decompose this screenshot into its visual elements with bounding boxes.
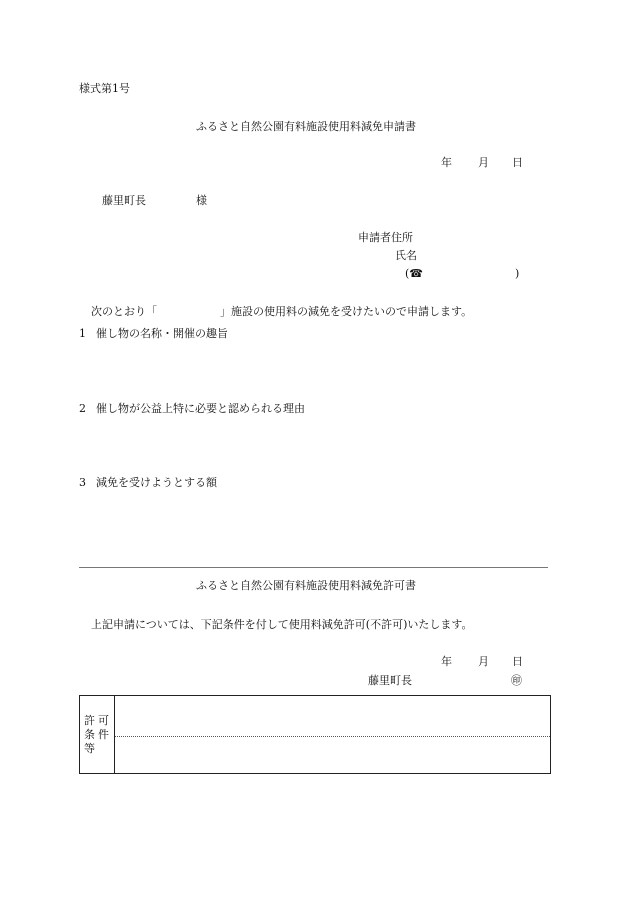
applicant-phone-close: ) xyxy=(515,267,520,280)
addressee-name: 藤里町長 xyxy=(102,194,146,207)
permit-date-month: 月 xyxy=(478,655,489,668)
form-number: 様式第1号 xyxy=(79,82,130,95)
intro-prefix: 次のとおり「 xyxy=(91,305,157,318)
permit-seal: ㊞ xyxy=(511,674,522,687)
item-2-number: 2 xyxy=(79,402,86,415)
permit-body: 上記申請については、下記条件を付して使用料減免許可(不許可)いたします。 xyxy=(91,618,473,631)
item-3-number: 3 xyxy=(79,476,86,489)
permit-issuer: 藤里町長 xyxy=(368,674,412,687)
permit-date-year: 年 xyxy=(441,655,452,668)
application-date-day: 日 xyxy=(512,156,523,169)
application-title: ふるさと自然公園有料施設使用料減免申請書 xyxy=(196,120,416,133)
applicant-name-label: 氏名 xyxy=(395,249,417,262)
applicant-phone-open: (☎ xyxy=(405,267,423,280)
item-1-number: 1 xyxy=(79,327,86,340)
permit-date-day: 日 xyxy=(512,655,523,668)
conditions-label: 許可条件等 xyxy=(84,714,112,755)
conditions-table xyxy=(79,695,551,774)
section-divider xyxy=(79,567,548,568)
conditions-label-cell xyxy=(80,696,115,773)
application-date-month: 月 xyxy=(478,156,489,169)
conditions-dotted-line xyxy=(115,736,550,737)
applicant-address-label: 申請者住所 xyxy=(358,231,413,244)
intro-suffix: 」施設の使用料の減免を受けたいので申請します。 xyxy=(220,305,473,318)
item-1-text: 催し物の名称・開催の趣旨 xyxy=(96,327,228,340)
application-date-year: 年 xyxy=(441,156,452,169)
permit-title: ふるさと自然公園有料施設使用料減免許可書 xyxy=(196,579,416,592)
item-3-text: 減免を受けようとする額 xyxy=(96,476,217,489)
item-2-text: 催し物が公益上特に必要と認められる理由 xyxy=(96,402,305,415)
addressee-honorific: 様 xyxy=(196,194,207,207)
